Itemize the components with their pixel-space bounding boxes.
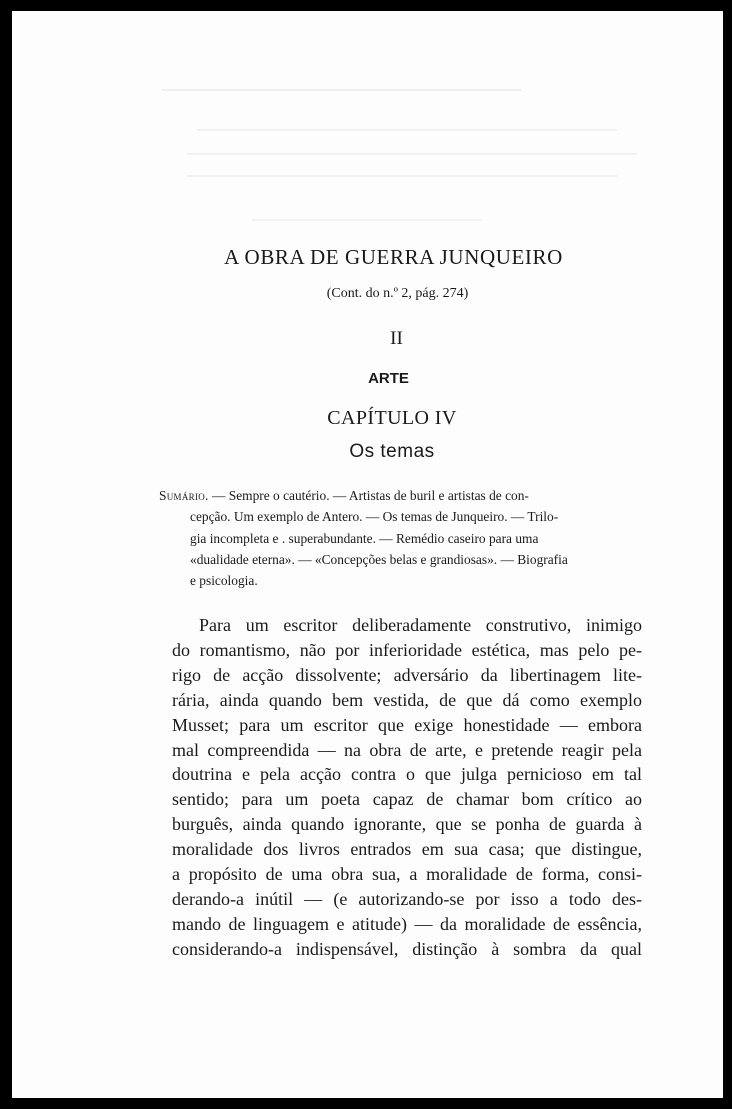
body-paragraph xyxy=(172,613,642,962)
body-line: burguês, ainda quando ignorante, que se ponha de guarda à xyxy=(172,814,642,835)
body-line: mando de linguagem e atitude) — da moralidade de essência, xyxy=(172,913,642,934)
part-number: II xyxy=(390,328,403,349)
summary-line: «dualidade eterna». — «Concepções belas e grandiosas». — Biografia xyxy=(190,551,568,567)
continuation-note: (Cont. do n.º 2, pág. 274) xyxy=(326,286,469,301)
summary-text: — Sempre o cautério. — Artistas de buril e artistas de con- xyxy=(208,488,529,503)
book-page xyxy=(12,11,723,1098)
body-line: a propósito de uma obra sua, a moralidade de forma, consi- xyxy=(172,864,642,885)
section-heading: ARTE xyxy=(368,370,409,387)
body-line: mal compreendida — na obra de arte, e pretende reagir pela xyxy=(172,739,642,760)
summary-label: Sumário. xyxy=(159,488,209,503)
body-line: rária, ainda quando bem vestida, de que dá como exemplo xyxy=(172,689,642,710)
body-line: derando-a inútil — (e autorizando-se por isso a todo des- xyxy=(172,888,642,909)
chapter-title: Os temas xyxy=(349,441,435,462)
show-through-line xyxy=(197,129,617,131)
body-line: do romantismo, não por inferioridade estética, mas pelo pe- xyxy=(172,639,642,660)
article-title: A OBRA DE GUERRA JUNQUEIRO xyxy=(224,245,563,269)
body-line: rigo de acção dissolvente; adversário da libertinagem lite- xyxy=(172,664,642,685)
body-line: Para um escritor deliberadamente construtivo, inimigo xyxy=(199,615,642,635)
summary-line: gia incompleta e . superabundante. — Remédio caseiro para uma xyxy=(190,530,539,546)
show-through-line xyxy=(162,89,522,91)
summary-line: cepção. Um exemplo de Antero. — Os temas de Junqueiro. — Trilo- xyxy=(190,509,559,525)
body-line: doutrina e pela acção contra o que julga pernicioso em tal xyxy=(172,764,642,785)
show-through-line xyxy=(252,219,482,221)
chapter-summary xyxy=(159,485,641,591)
body-line: Musset; para um escritor que exige honestidade — embora xyxy=(172,714,642,735)
body-line: sentido; para um poeta capaz de chamar bom crítico ao xyxy=(172,789,642,810)
summary-line: e psicologia. xyxy=(190,573,258,589)
summary-line xyxy=(159,485,641,506)
show-through-line xyxy=(187,153,637,155)
body-line: moralidade dos livros entrados em sua casa; que distingue, xyxy=(172,839,642,860)
show-through-line xyxy=(187,175,617,177)
body-line: considerando-a indispensável, distinção à sombra da qual xyxy=(172,938,642,959)
chapter-heading: CAPÍTULO IV xyxy=(327,407,457,429)
